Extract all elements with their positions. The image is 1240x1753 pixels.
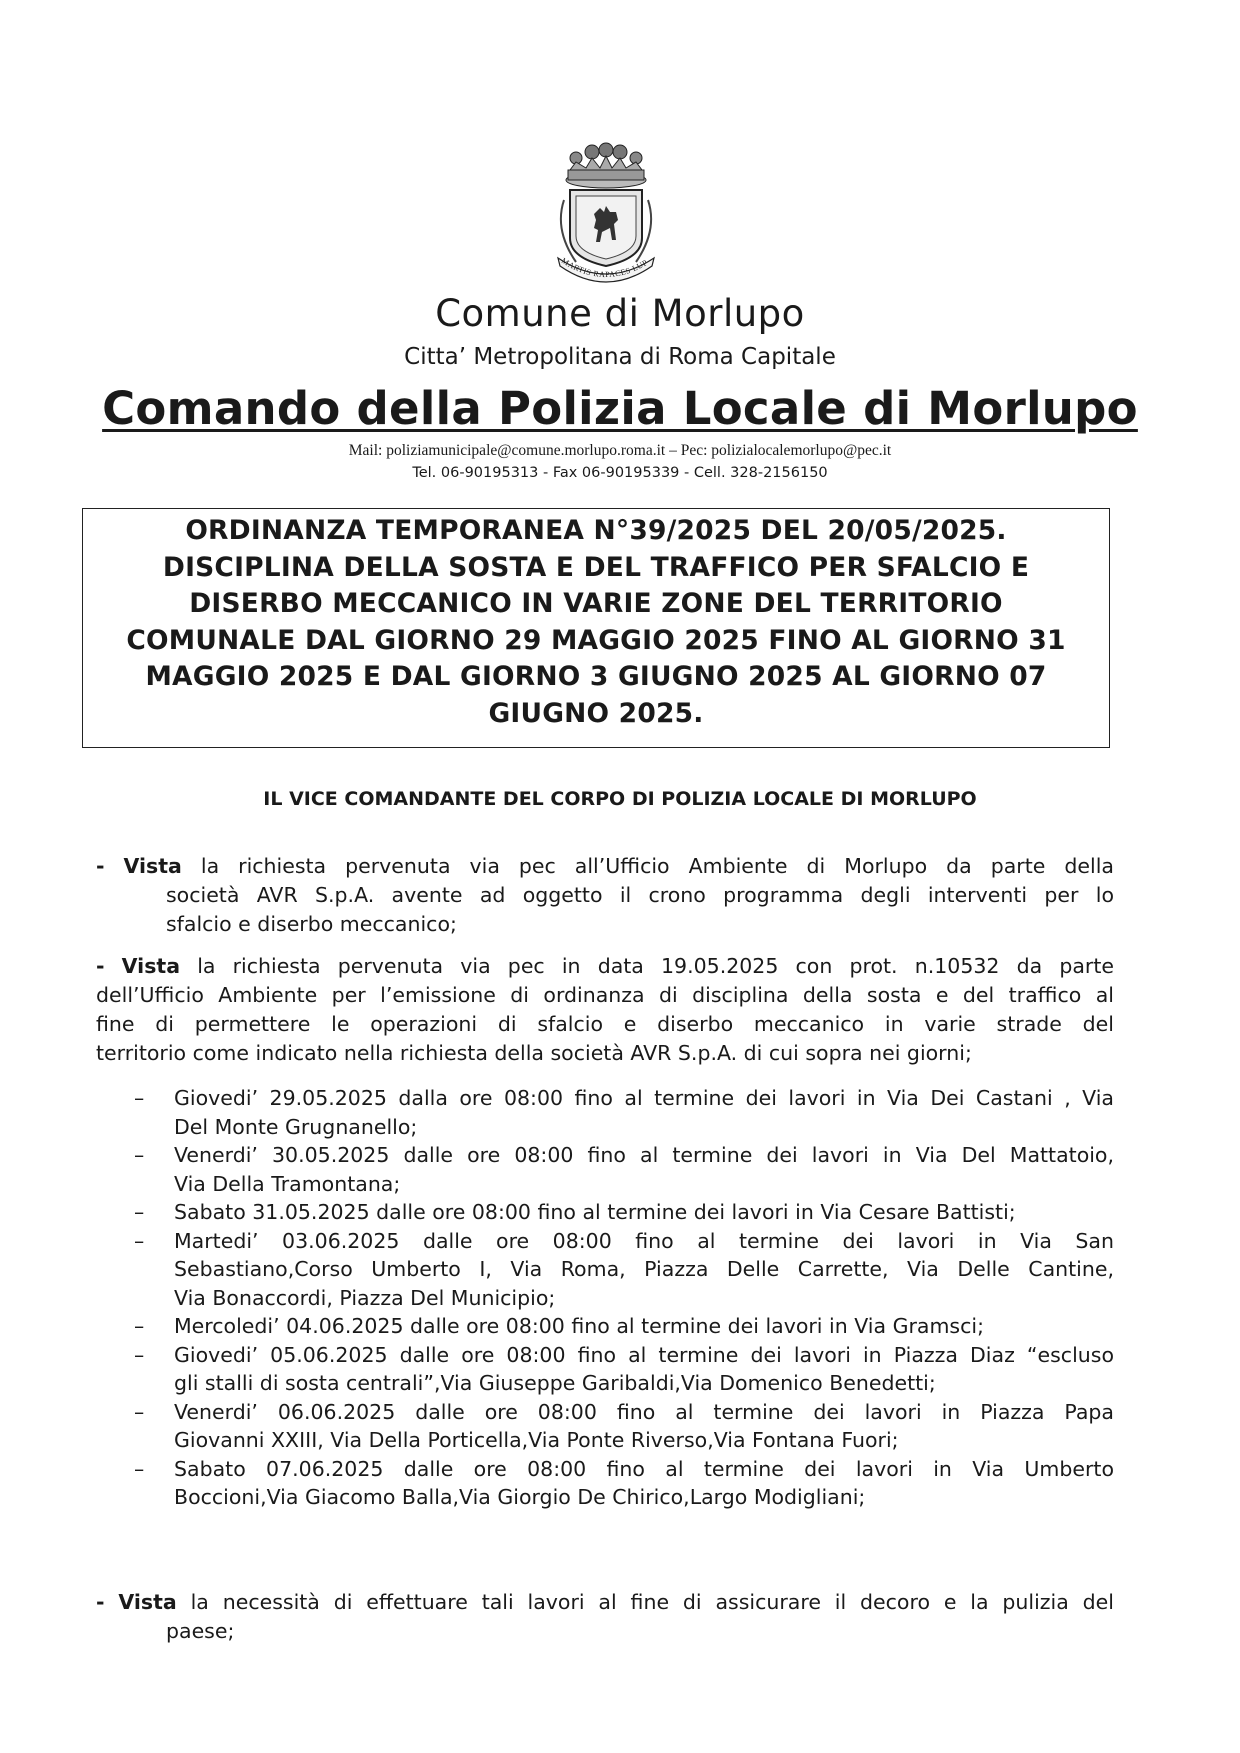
- dash-marker: –: [134, 1342, 145, 1367]
- dash-marker: –: [134, 1086, 145, 1110]
- list-item-line: Sabato 31.05.2025 dalle ore 08:00 fino al termine dei lavori in Via Cesare Battisti;: [174, 1200, 1016, 1224]
- dash-marker: –: [134, 1200, 145, 1224]
- list-item: [134, 1455, 1114, 1512]
- dash-marker: –: [134, 1228, 145, 1253]
- dash-marker: –: [134, 1399, 145, 1424]
- crown-icon: [566, 143, 646, 188]
- municipality-name: Comune di Morlupo: [435, 292, 805, 335]
- list-item-line: Mercoledi’ 04.06.2025 dalle ore 08:00 fino al termine dei lavori in Via Gramsci;: [174, 1314, 984, 1338]
- dash-marker: –: [134, 1456, 145, 1481]
- coat-of-arms-icon: [540, 140, 672, 288]
- list-item-line: Del Monte Grugnanello;: [174, 1114, 418, 1139]
- ordinance-title-line: COMUNALE DAL GIORNO 29 MAGGIO 2025 FINO AL GIORNO 31: [126, 624, 1066, 656]
- ordinance-title-box: [82, 508, 1110, 748]
- ordinance-title-line: DISERBO MECCANICO IN VARIE ZONE DEL TERRITORIO: [189, 588, 1003, 619]
- schedule-list: [134, 1084, 1114, 1512]
- vice-commander-heading: IL VICE COMANDANTE DEL CORPO DI POLIZIA LOCALE DI MORLUPO: [263, 788, 977, 810]
- vista-keyword: Vista: [123, 854, 182, 878]
- list-item-line: Via Della Tramontana;: [174, 1171, 401, 1196]
- list-item-line: Martedi’ 03.06.2025 dalle ore 08:00 fino al termine dei lavori in Via San: [174, 1228, 1114, 1253]
- paragraph-line: [96, 852, 1114, 881]
- ordinance-title-line: GIUGNO 2025.: [488, 697, 704, 729]
- vista-paragraph-1: [96, 852, 1114, 939]
- list-item: [134, 1341, 1114, 1398]
- ordinance-title-line: DISCIPLINA DELLA SOSTA E DEL TRAFFICO PER SFALCIO E: [162, 551, 1030, 583]
- list-item-line: Venerdi’ 06.06.2025 dalle ore 08:00 fino al termine dei lavori in Piazza Papa: [174, 1399, 1114, 1424]
- paragraph-line: fine di permettere le operazioni di sfalcio e diserbo meccanico in varie strade del: [96, 1012, 1114, 1036]
- list-item-line: Giovedi’ 05.06.2025 dalle ore 08:00 fino al termine dei lavori in Piazza Diaz “escluso: [174, 1342, 1114, 1367]
- dash-marker: –: [134, 1314, 145, 1338]
- list-item-line: Sebastiano,Corso Umberto I, Via Roma, Piazza Delle Carrette, Via Delle Cantine,: [174, 1257, 1114, 1281]
- paragraph-line: società AVR S.p.A. avente ad oggetto il crono programma degli interventi per lo: [166, 883, 1114, 907]
- list-item-line: Boccioni,Via Giacomo Balla,Via Giorgio De Chirico,Largo Modigliani;: [174, 1485, 866, 1509]
- paragraph-text: la richiesta pervenuta via pec all’Ufficio Ambiente di Morlupo da parte della: [200, 854, 1114, 878]
- dash-marker: -: [96, 954, 105, 978]
- list-item: [134, 1141, 1114, 1198]
- vista-keyword: Vista: [118, 1590, 177, 1614]
- metropolitan-city: Citta’ Metropolitana di Roma Capitale: [404, 344, 836, 370]
- vista-paragraph-3: [96, 1588, 1114, 1646]
- list-item: [134, 1198, 1114, 1227]
- list-item-line: Venerdi’ 30.05.2025 dalle ore 08:00 fino al termine dei lavori in Via Del Mattatoio,: [174, 1143, 1114, 1167]
- paragraph-line: [96, 1588, 1114, 1617]
- contact-email-line: Mail: poliziamunicipale@comune.morlupo.roma.it – Pec: polizialocalemorlupo@pec.it: [348, 442, 892, 459]
- crest-motto: MARTIS RAPACES LUP: [559, 256, 650, 280]
- list-item-line: Giovedi’ 29.05.2025 dalla ore 08:00 fino al termine dei lavori in Via Dei Castani , Via: [174, 1086, 1114, 1110]
- paragraph-line: sfalcio e diserbo meccanico;: [166, 912, 457, 936]
- contact-phone-line: Tel. 06-90195313 - Fax 06-90195339 - Cell. 328-2156150: [412, 465, 828, 481]
- ordinance-title-line: MAGGIO 2025 E DAL GIORNO 3 GIUGNO 2025 AL GIORNO 07: [145, 661, 1047, 692]
- list-item: [134, 1084, 1114, 1141]
- police-command-title: Comando della Polizia Locale di Morlupo: [102, 382, 1138, 435]
- paragraph-text: la necessità di effettuare tali lavori al fine di assicurare il decoro e la pulizia del: [190, 1590, 1114, 1614]
- paragraph-text: la richiesta pervenuta via pec in data 19.05.2025 con prot. n.10532 da parte: [197, 954, 1114, 978]
- vista-keyword: Vista: [121, 954, 181, 978]
- list-item-line: Via Bonaccordi, Piazza Del Municipio;: [174, 1285, 556, 1310]
- list-item: [134, 1398, 1114, 1455]
- list-item-line: Sabato 07.06.2025 dalle ore 08:00 fino al termine dei lavori in Via Umberto: [174, 1456, 1114, 1481]
- list-item-line: gli stalli di sosta centrali”,Via Giuseppe Garibaldi,Via Domenico Benedetti;: [174, 1371, 936, 1395]
- paragraph-line: paese;: [166, 1619, 235, 1643]
- vista-paragraph-2: [96, 952, 1114, 1068]
- dash-marker: -: [96, 854, 105, 878]
- list-item: [134, 1312, 1114, 1341]
- dash-marker: –: [134, 1143, 145, 1167]
- ordinance-title-line: ORDINANZA TEMPORANEA N°39/2025 DEL 20/05/2025.: [185, 515, 1007, 546]
- dash-marker: -: [96, 1590, 105, 1614]
- paragraph-line: dell’Ufficio Ambiente per l’emissione di ordinanza di disciplina della sosta e del traffico al: [96, 983, 1114, 1007]
- list-item: [134, 1227, 1114, 1313]
- list-item-line: Giovanni XXIII, Via Della Porticella,Via Ponte Riverso,Via Fontana Fuori;: [174, 1428, 899, 1452]
- paragraph-line: territorio come indicato nella richiesta della società AVR S.p.A. di cui sopra nei giorni;: [96, 1041, 972, 1065]
- paragraph-line: [96, 952, 1114, 981]
